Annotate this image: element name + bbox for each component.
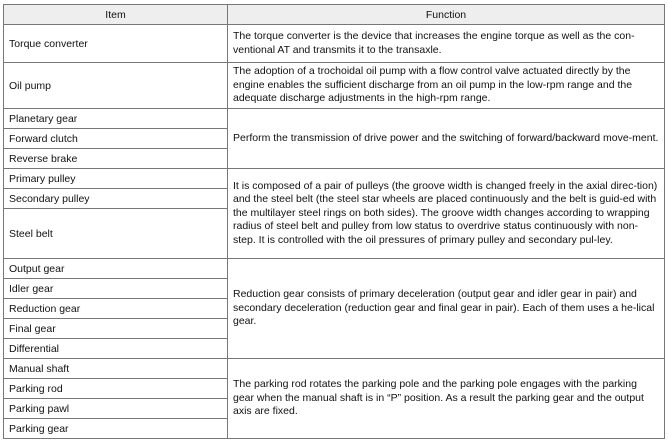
item-cell: Parking pawl bbox=[4, 399, 228, 419]
function-cell: The adoption of a trochoidal oil pump with a flow control valve actuated directly by the engine enables the sufficient discharge from an oil pump in the low-rpm range and the adequate discharge adjustments in the high-rpm range. bbox=[228, 63, 665, 109]
function-cell: Reduction gear consists of primary deceleration (output gear and idler gear in pair) and secondary deceleration (reduction gear and final gear in pair). Each of them uses a he-lical gear. bbox=[228, 259, 665, 359]
function-column-header: Function bbox=[228, 5, 665, 25]
table-row bbox=[4, 109, 665, 129]
item-cell: Secondary pulley bbox=[4, 189, 228, 209]
table-row bbox=[4, 25, 665, 63]
table-row bbox=[4, 359, 665, 379]
item-cell: Final gear bbox=[4, 319, 228, 339]
table-row bbox=[4, 169, 665, 189]
header-row bbox=[4, 5, 665, 25]
item-cell: Idler gear bbox=[4, 279, 228, 299]
function-cell: It is composed of a pair of pulleys (the groove width is changed freely in the axial direc-tion) and the steel belt (the steel star wheels are placed continuously and the belt is guid-ed with the multilayer steel rings on both sides). The groove width changes according to wrapping radius of steel belt and pulley from low status to overdrive status continuously with non-step. It is controlled with the oil pressures of primary pulley and secondary pul-ley. bbox=[228, 169, 665, 259]
item-cell: Reverse brake bbox=[4, 149, 228, 169]
item-cell: Manual shaft bbox=[4, 359, 228, 379]
item-column-header: Item bbox=[4, 5, 228, 25]
function-cell: The torque converter is the device that increases the engine torque as well as the con-ventional AT and transmits it to the transaxle. bbox=[228, 25, 665, 63]
function-cell: The parking rod rotates the parking pole and the parking pole engages with the parking gear when the manual shaft is in “P” position. As a result the parking gear and the output axis are fixed. bbox=[228, 359, 665, 439]
item-cell: Reduction gear bbox=[4, 299, 228, 319]
table-row bbox=[4, 259, 665, 279]
item-cell: Parking rod bbox=[4, 379, 228, 399]
item-cell: Steel belt bbox=[4, 209, 228, 259]
function-cell: Perform the transmission of drive power and the switching of forward/backward move-ment. bbox=[228, 109, 665, 169]
item-cell: Forward clutch bbox=[4, 129, 228, 149]
item-cell: Torque converter bbox=[4, 25, 228, 63]
table-row bbox=[4, 63, 665, 109]
item-cell: Primary pulley bbox=[4, 169, 228, 189]
item-cell: Parking gear bbox=[4, 419, 228, 439]
item-cell: Differential bbox=[4, 339, 228, 359]
component-function-table bbox=[3, 4, 665, 439]
item-cell: Oil pump bbox=[4, 63, 228, 109]
item-cell: Output gear bbox=[4, 259, 228, 279]
item-cell: Planetary gear bbox=[4, 109, 228, 129]
